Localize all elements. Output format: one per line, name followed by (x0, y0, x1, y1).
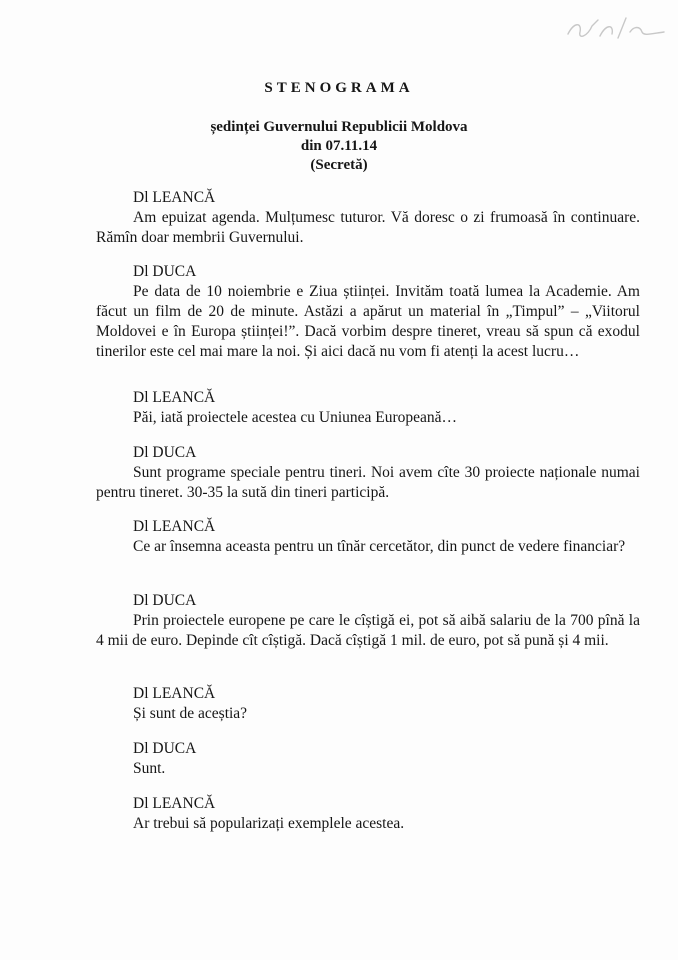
document-title: STENOGRAMA (264, 80, 414, 96)
transcript-turn (96, 262, 640, 362)
speech-text: Ar trebui să popularizați exemplele acestea. (133, 815, 405, 832)
speaker-name: Dl DUCA (133, 592, 197, 609)
transcript-turn (96, 794, 640, 834)
transcript-turn (96, 443, 640, 503)
transcript-turn (96, 739, 640, 779)
speech-text: Pe data de 10 noiembrie e Ziua științei. Invităm toată lumea la Academie. Am făcut un film de 20 de minute. Astăzi a apărut un material în „Timpul” – „Viitorul Moldovei e în Europa științei!”. Dacă vorbim despre tineret, vreau să spun că exodul tinerilor este cel mai mare la noi. Și aici dacă nu vom fi atenți la acest lucru… (96, 283, 640, 360)
transcript-turn (96, 188, 640, 248)
speech-text: Am epuizat agenda. Mulțumesc tuturor. Vă doresc o zi frumoasă în continuare. Rămîn doar membrii Guvernului. (96, 209, 640, 246)
speaker-name: Dl LEANCĂ (133, 189, 216, 206)
transcript-turn (96, 684, 640, 724)
transcript-turn (96, 517, 640, 557)
document-subtitle-date: din 07.11.14 (300, 138, 378, 154)
speech-text: Păi, iată proiectele acestea cu Uniunea Europeană… (133, 409, 458, 426)
speaker-name: Dl DUCA (133, 444, 197, 461)
speech-text: Sunt programe speciale pentru tineri. Noi avem cîte 30 proiecte naționale numai pentru tineret. 30-35 la sută din tineri participă. (96, 464, 640, 501)
speaker-name: Dl DUCA (133, 740, 197, 757)
speech-text: Prin proiectele europene pe care le cîștigă ei, pot să aibă salariu de la 700 pînă la 4 mii de euro. Depinde cît cîștigă. Dacă cîștigă 1 mil. de euro, pot să pună și 4 mii. (96, 612, 640, 649)
document-subtitle-meeting: ședinței Guvernului Republicii Moldova (210, 119, 468, 135)
handwritten-mark (560, 14, 670, 44)
transcript-turn (96, 388, 640, 428)
speech-text: Ce ar însemna aceasta pentru un tînăr cercetător, din punct de vedere financiar? (133, 538, 626, 555)
speech-text: Și sunt de aceștia? (133, 705, 248, 722)
speaker-name: Dl DUCA (133, 263, 197, 280)
transcript-turn (96, 591, 640, 651)
speaker-name: Dl LEANCĂ (133, 389, 216, 406)
speaker-name: Dl LEANCĂ (133, 795, 216, 812)
speech-text: Sunt. (133, 760, 166, 777)
speaker-name: Dl LEANCĂ (133, 685, 216, 702)
speaker-name: Dl LEANCĂ (133, 518, 216, 535)
document-subtitle-classification: (Secretă) (310, 157, 368, 173)
